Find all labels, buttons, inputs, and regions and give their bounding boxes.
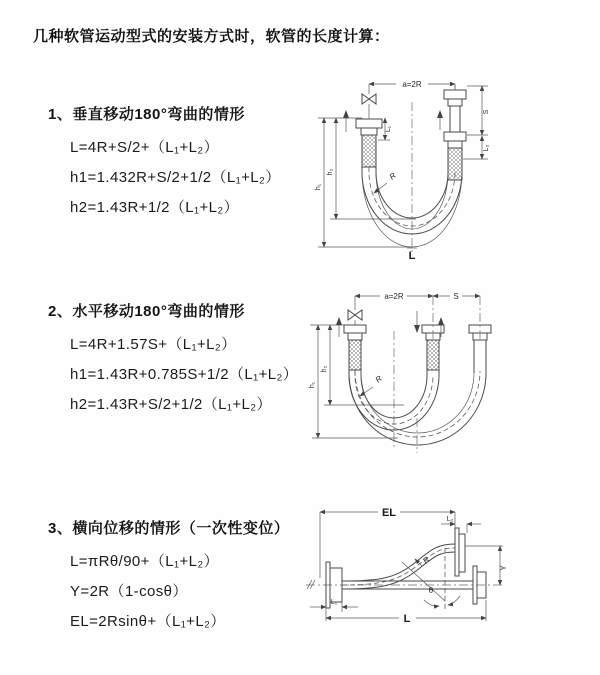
section-vertical-180 (48, 103, 281, 226)
dim-s-label: S (453, 292, 459, 301)
diagram-lateral-displacement (300, 500, 600, 650)
dim-el-label: EL (381, 507, 397, 519)
section-lateral-displacement (48, 517, 289, 640)
formula-length: L=4R+1.57S+（L₁+L₂） (70, 336, 237, 353)
hose-curves (349, 370, 486, 445)
dim-l2-label: L₂ (483, 144, 490, 152)
left-flange (344, 325, 366, 370)
movement-arrow-up (343, 110, 349, 132)
diagram-horizontal-180 (306, 283, 598, 460)
section-1-heading: 1、垂直移动180°弯曲的情形 (48, 106, 245, 123)
centerline-break-mark (307, 580, 315, 589)
movement-arrow-down (414, 311, 420, 333)
movement-arrow-up (437, 110, 443, 130)
diagram-vertical-180 (312, 72, 592, 262)
dim-a2r-label: a=2R (402, 80, 422, 89)
radius-label: R (387, 170, 398, 182)
dim-l1-label: L₁ (330, 599, 338, 606)
movement-arrow-up (438, 317, 444, 337)
dim-l-label: L (403, 613, 411, 625)
theta-label: θ (428, 586, 434, 595)
valve-icon (348, 296, 362, 325)
formula-el: EL=2Rsinθ+（L₁+L₂） (70, 613, 226, 630)
section-3-heading: 3、横向位移的情形（一次性变位） (48, 520, 290, 537)
formula-h1: h1=1.432R+S/2+1/2（L₁+L₂） (70, 169, 281, 186)
section-2-heading: 2、水平移动180°弯曲的情形 (48, 303, 245, 320)
dim-l1-label: L₁ (385, 125, 392, 133)
formula-h2: h2=1.43R+1/2（L₁+L₂） (70, 199, 240, 216)
dim-h2-label: h₂ (321, 365, 328, 373)
dim-y-label: Y (499, 565, 508, 571)
formula-length: L=4R+S/2+（L₁+L₂） (70, 139, 220, 156)
right-flange (444, 90, 466, 180)
movement-arrow-up (336, 317, 342, 337)
dim-h1-label: h₁ (315, 183, 322, 191)
radius-label: R (373, 373, 384, 385)
radius-label: R (421, 554, 432, 566)
dim-l2-label: L₂ (446, 516, 454, 523)
formula-h2: h2=1.43R+S/2+1/2（L₁+L₂） (70, 396, 272, 413)
dim-l-label: L (408, 250, 416, 262)
section-horizontal-180 (48, 300, 298, 423)
dim-s-label: S (483, 109, 490, 115)
dim-a2r-label: a=2R (384, 292, 404, 301)
formula-h1: h1=1.43R+0.785S+1/2（L₁+L₂） (70, 366, 299, 383)
upper-flange (455, 528, 465, 576)
formula-length: L=πRθ/90+（L₁+L₂） (70, 553, 219, 570)
s-curve-hose (342, 544, 455, 589)
page-title: 几种软管运动型式的安装方式时，软管的长度计算： (33, 28, 390, 45)
left-flange (356, 119, 382, 167)
valve-icon (362, 84, 376, 119)
formula-y: Y=2R（1-cosθ） (70, 583, 188, 600)
dim-h2-label: h₂ (327, 168, 334, 176)
dim-h1-label: h₁ (309, 381, 316, 389)
